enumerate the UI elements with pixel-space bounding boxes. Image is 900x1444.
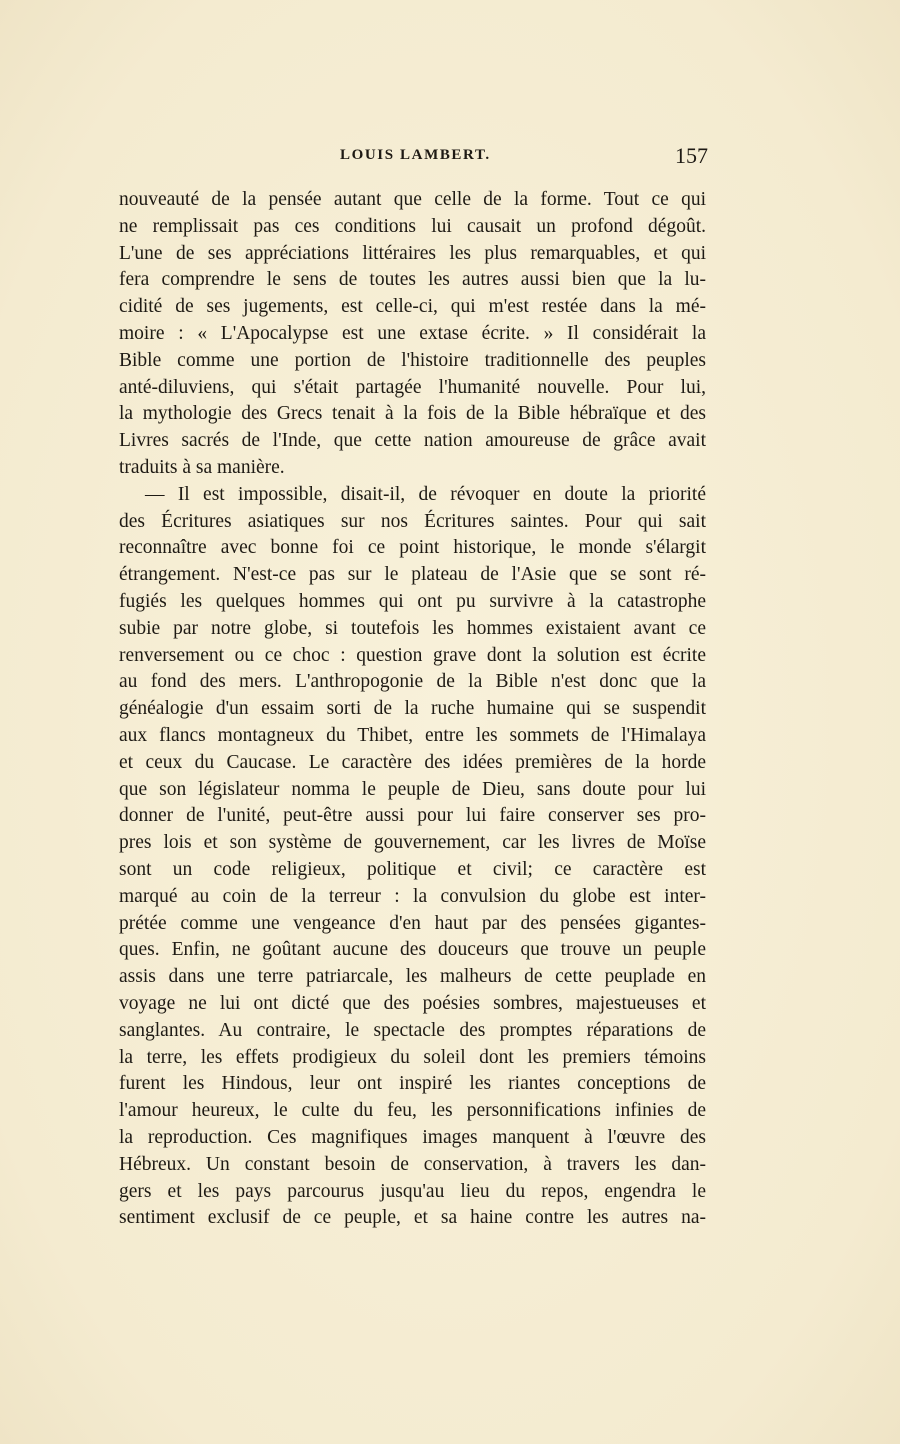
text-line: subie par notre globe, si toutefois les hommes existaient avant ce — [119, 617, 706, 639]
text-line: reconnaître avec bonne foi ce point historique, le monde s'élargit — [119, 537, 706, 559]
text-line: moire : « L'Apocalypse est une extase écrite. » Il considérait la — [119, 323, 706, 344]
text-line: traduits à sa manière. — [119, 457, 285, 478]
text-line: des Écritures asiatiques sur nos Écritures saintes. Pour qui sait — [119, 510, 706, 532]
text-line: sentiment exclusif de ce peuple, et sa haine contre les autres na- — [119, 1207, 706, 1229]
text-line: nouveauté de la pensée autant que celle de la forme. Tout ce qui — [119, 189, 706, 210]
text-line: généalogie d'un essaim sorti de la ruche humaine qui se suspendit — [119, 698, 706, 720]
text-line: fera comprendre le sens de toutes les autres aussi bien que la lu- — [119, 269, 706, 291]
text-line: que son législateur nomma le peuple de Dieu, sans doute pour lui — [119, 778, 706, 800]
text-line: Bible comme une portion de l'histoire traditionnelle des peuples — [119, 349, 706, 371]
text-line: prétée comme une vengeance d'en haut par des pensées gigantes- — [119, 912, 706, 934]
text-line: fugiés les quelques hommes qui ont pu survivre à la catastrophe — [119, 591, 706, 612]
text-line: au fond des mers. L'anthropogonie de la Bible n'est donc que la — [119, 671, 706, 693]
text-line: anté-diluviens, qui s'était partagée l'humanité nouvelle. Pour lui, — [119, 376, 706, 398]
text-line: renversement ou ce choc : question grave dont la solution est écrite — [119, 644, 706, 666]
text-line: assis dans une terre patriarcale, les malheurs de cette peuplade en — [119, 966, 706, 988]
text-line: Livres sacrés de l'Inde, que cette nation amoureuse de grâce avait — [119, 430, 706, 452]
text-line: Hébreux. Un constant besoin de conservation, à travers les dan- — [119, 1153, 706, 1175]
text-line: marqué au coin de la terreur : la convulsion du globe est inter- — [119, 885, 706, 907]
text-line: cidité de ses jugements, est celle-ci, qui m'est restée dans la mé- — [119, 296, 706, 318]
text-line: l'amour heureux, le culte du feu, les personnifications infinies de — [119, 1100, 706, 1122]
text-line: L'une de ses appréciations littéraires les plus remarquables, et qui — [119, 242, 706, 264]
running-title: LOUIS LAMBERT. — [340, 147, 491, 163]
text-line: voyage ne lui ont dicté que des poésies sombres, majestueuses et — [119, 993, 706, 1014]
text-line: la reproduction. Ces magnifiques images manquent à l'œuvre des — [119, 1127, 706, 1148]
text-line: ques. Enfin, ne goûtant aucune des douceurs que trouve un peuple — [119, 939, 706, 961]
text-line: donner de l'unité, peut-être aussi pour lui faire conserver ses pro- — [119, 805, 706, 827]
text-line: étrangement. N'est-ce pas sur le plateau de l'Asie que se sont ré- — [119, 564, 706, 586]
text-line: sanglantes. Au contraire, le spectacle des promptes réparations de — [119, 1019, 706, 1041]
running-head — [120, 145, 708, 171]
text-line: la terre, les effets prodigieux du soleil dont les premiers témoins — [119, 1046, 706, 1068]
text-line: gers et les pays parcourus jusqu'au lieu du repos, engendra le — [119, 1180, 706, 1202]
text-line: sont un code religieux, politique et civil; ce caractère est — [119, 859, 706, 880]
text-line: — Il est impossible, disait-il, de révoquer en doute la priorité — [145, 483, 706, 505]
text-line: et ceux du Caucase. Le caractère des idées premières de la horde — [119, 751, 706, 773]
text-line: ne remplissait pas ces conditions lui causait un profond dégoût. — [119, 215, 706, 237]
text-line: la mythologie des Grecs tenait à la fois de la Bible hébraïque et des — [119, 403, 706, 425]
text-line: pres lois et son système de gouvernement, car les livres de Moïse — [119, 832, 706, 854]
text-line: furent les Hindous, leur ont inspiré les riantes conceptions de — [119, 1073, 706, 1095]
text-line: aux flancs montagneux du Thibet, entre les sommets de l'Himalaya — [119, 725, 706, 746]
page-number: 157 — [675, 143, 708, 168]
